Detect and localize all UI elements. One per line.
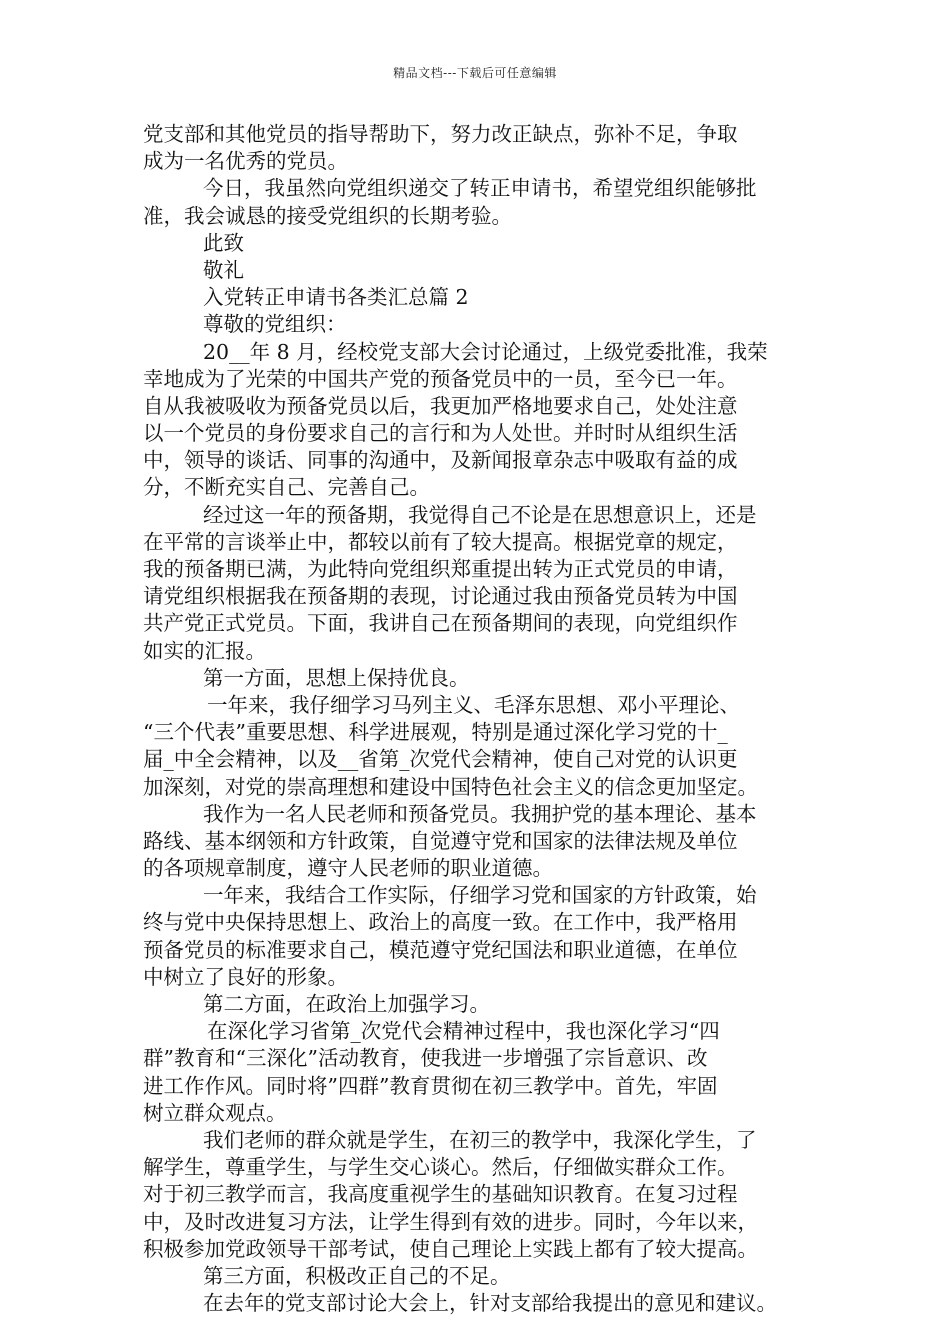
text-line: 中，及时改进复习方法，让学生得到有效的进步。同时，今年以来，: [143, 1209, 758, 1234]
text-line: 我们老师的群众就是学生，在初三的教学中，我深化学生，了: [203, 1127, 757, 1152]
text-line: 准，我会诚恳的接受党组织的长期考验。: [143, 203, 512, 228]
text-line: 进工作作风。同时将”四群”教育贯彻在初三教学中。首先，牢固: [143, 1073, 718, 1098]
text-line: 在平常的言谈举止中，都较以前有了较大提高。根据党章的规定，: [143, 529, 738, 554]
text-line: 对于初三教学而言，我高度重视学生的基础知识教育。在复习过程: [143, 1182, 738, 1207]
text-line: 以一个党员的身份要求自己的言行和为人处世。并时时从组织生活: [143, 421, 738, 446]
text-line: 经过这一年的预备期，我觉得自己不论是在思想意识上，还是: [203, 502, 757, 527]
text-line: 届_中全会精神，以及__省第_次党代会精神，使自己对党的认识更: [143, 747, 738, 772]
header-note: 精品文档---下载后可任意编辑: [393, 66, 557, 80]
text-line: 终与党中央保持思想上、政治上的高度一致。在工作中，我严格用: [143, 910, 738, 935]
text-line: 加深刻，对党的崇高理想和建设中国特色社会主义的信念更加坚定。: [143, 774, 758, 799]
text-line: 此致: [203, 230, 244, 255]
text-line: 敬礼: [203, 257, 244, 282]
text-line: 中树立了良好的形象。: [143, 964, 348, 989]
text-line: 党支部和其他党员的指导帮助下，努力改正缺点，弥补不足，争取: [143, 122, 738, 146]
text-line: 树立群众观点。: [143, 1100, 287, 1125]
text-line: 共产党正式党员。下面，我讲自己在预备期间的表现，向党组织作: [143, 611, 738, 636]
section-heading: 第二方面，在政治上加强学习。: [203, 992, 490, 1016]
text-line: 我作为一名人民老师和预备党员。我拥护党的基本理论、基本: [203, 801, 757, 826]
text-line: “三个代表”重要思想、科学进展观，特别是通过深化学习党的十_: [143, 720, 728, 745]
text-line: 的各项规章制度，遵守人民老师的职业道德。: [143, 856, 553, 881]
text-line: 幸地成为了光荣的中国共产党的预备党员中的一员，至今已一年。: [143, 366, 738, 391]
text-line: 解学生，尊重学生，与学生交心谈心。然后，仔细做实群众工作。: [143, 1155, 738, 1180]
section-heading: 入党转正申请书各类汇总篇 2: [203, 285, 469, 310]
salutation: 尊敬的党组织：: [203, 312, 347, 337]
text-line: 成为一名优秀的党员。: [143, 149, 348, 174]
text-line: 中，领导的谈话、同事的沟通中，及新闻报章杂志中吸取有益的成: [143, 448, 738, 473]
text-line: 在去年的党支部讨论大会上，针对支部给我提出的意见和建议。: [203, 1291, 777, 1316]
text-line: 一年来，我结合工作实际，仔细学习党和国家的方针政策，始: [203, 883, 757, 908]
text-line: 20__年 8 月，经校党支部大会讨论通过，上级党委批准，我荣: [203, 339, 768, 364]
text-line: 一年来，我仔细学习马列主义、毛泽东思想、邓小平理论、: [207, 692, 740, 717]
text-line: 积极参加党政领导干部考试，使自己理论上实践上都有了较大提高。: [143, 1236, 758, 1261]
section-heading: 第一方面，思想上保持优良。: [203, 665, 470, 690]
text-line: 今日，我虽然向党组织递交了转正申请书，希望党组织能够批: [203, 176, 757, 201]
text-line: 自从我被吸收为预备党员以后，我更加严格地要求自己，处处注意: [143, 393, 738, 418]
text-line: 如实的汇报。: [143, 638, 266, 663]
text-line: 路线、基本纲领和方针政策，自觉遵守党和国家的法律法规及单位: [143, 828, 738, 853]
section-heading: 第三方面，积极改正自己的不足。: [203, 1263, 511, 1288]
text-line: 预备党员的标准要求自己，模范遵守党纪国法和职业道德，在单位: [143, 937, 738, 962]
text-line: 在深化学习省第_次党代会精神过程中，我也深化学习“四: [207, 1019, 720, 1044]
text-line: 我的预备期已满，为此特向党组织郑重提出转为正式党员的申请，: [143, 557, 738, 581]
document-body: [143, 121, 823, 1317]
text-line: 分，不断充实自己、完善自己。: [143, 475, 430, 500]
text-line: 请党组织根据我在预备期的表现，讨论通过我由预备党员转为中国: [143, 584, 738, 609]
text-line: 群”教育和“三深化”活动教育，使我进一步增强了宗旨意识、改: [143, 1046, 708, 1071]
